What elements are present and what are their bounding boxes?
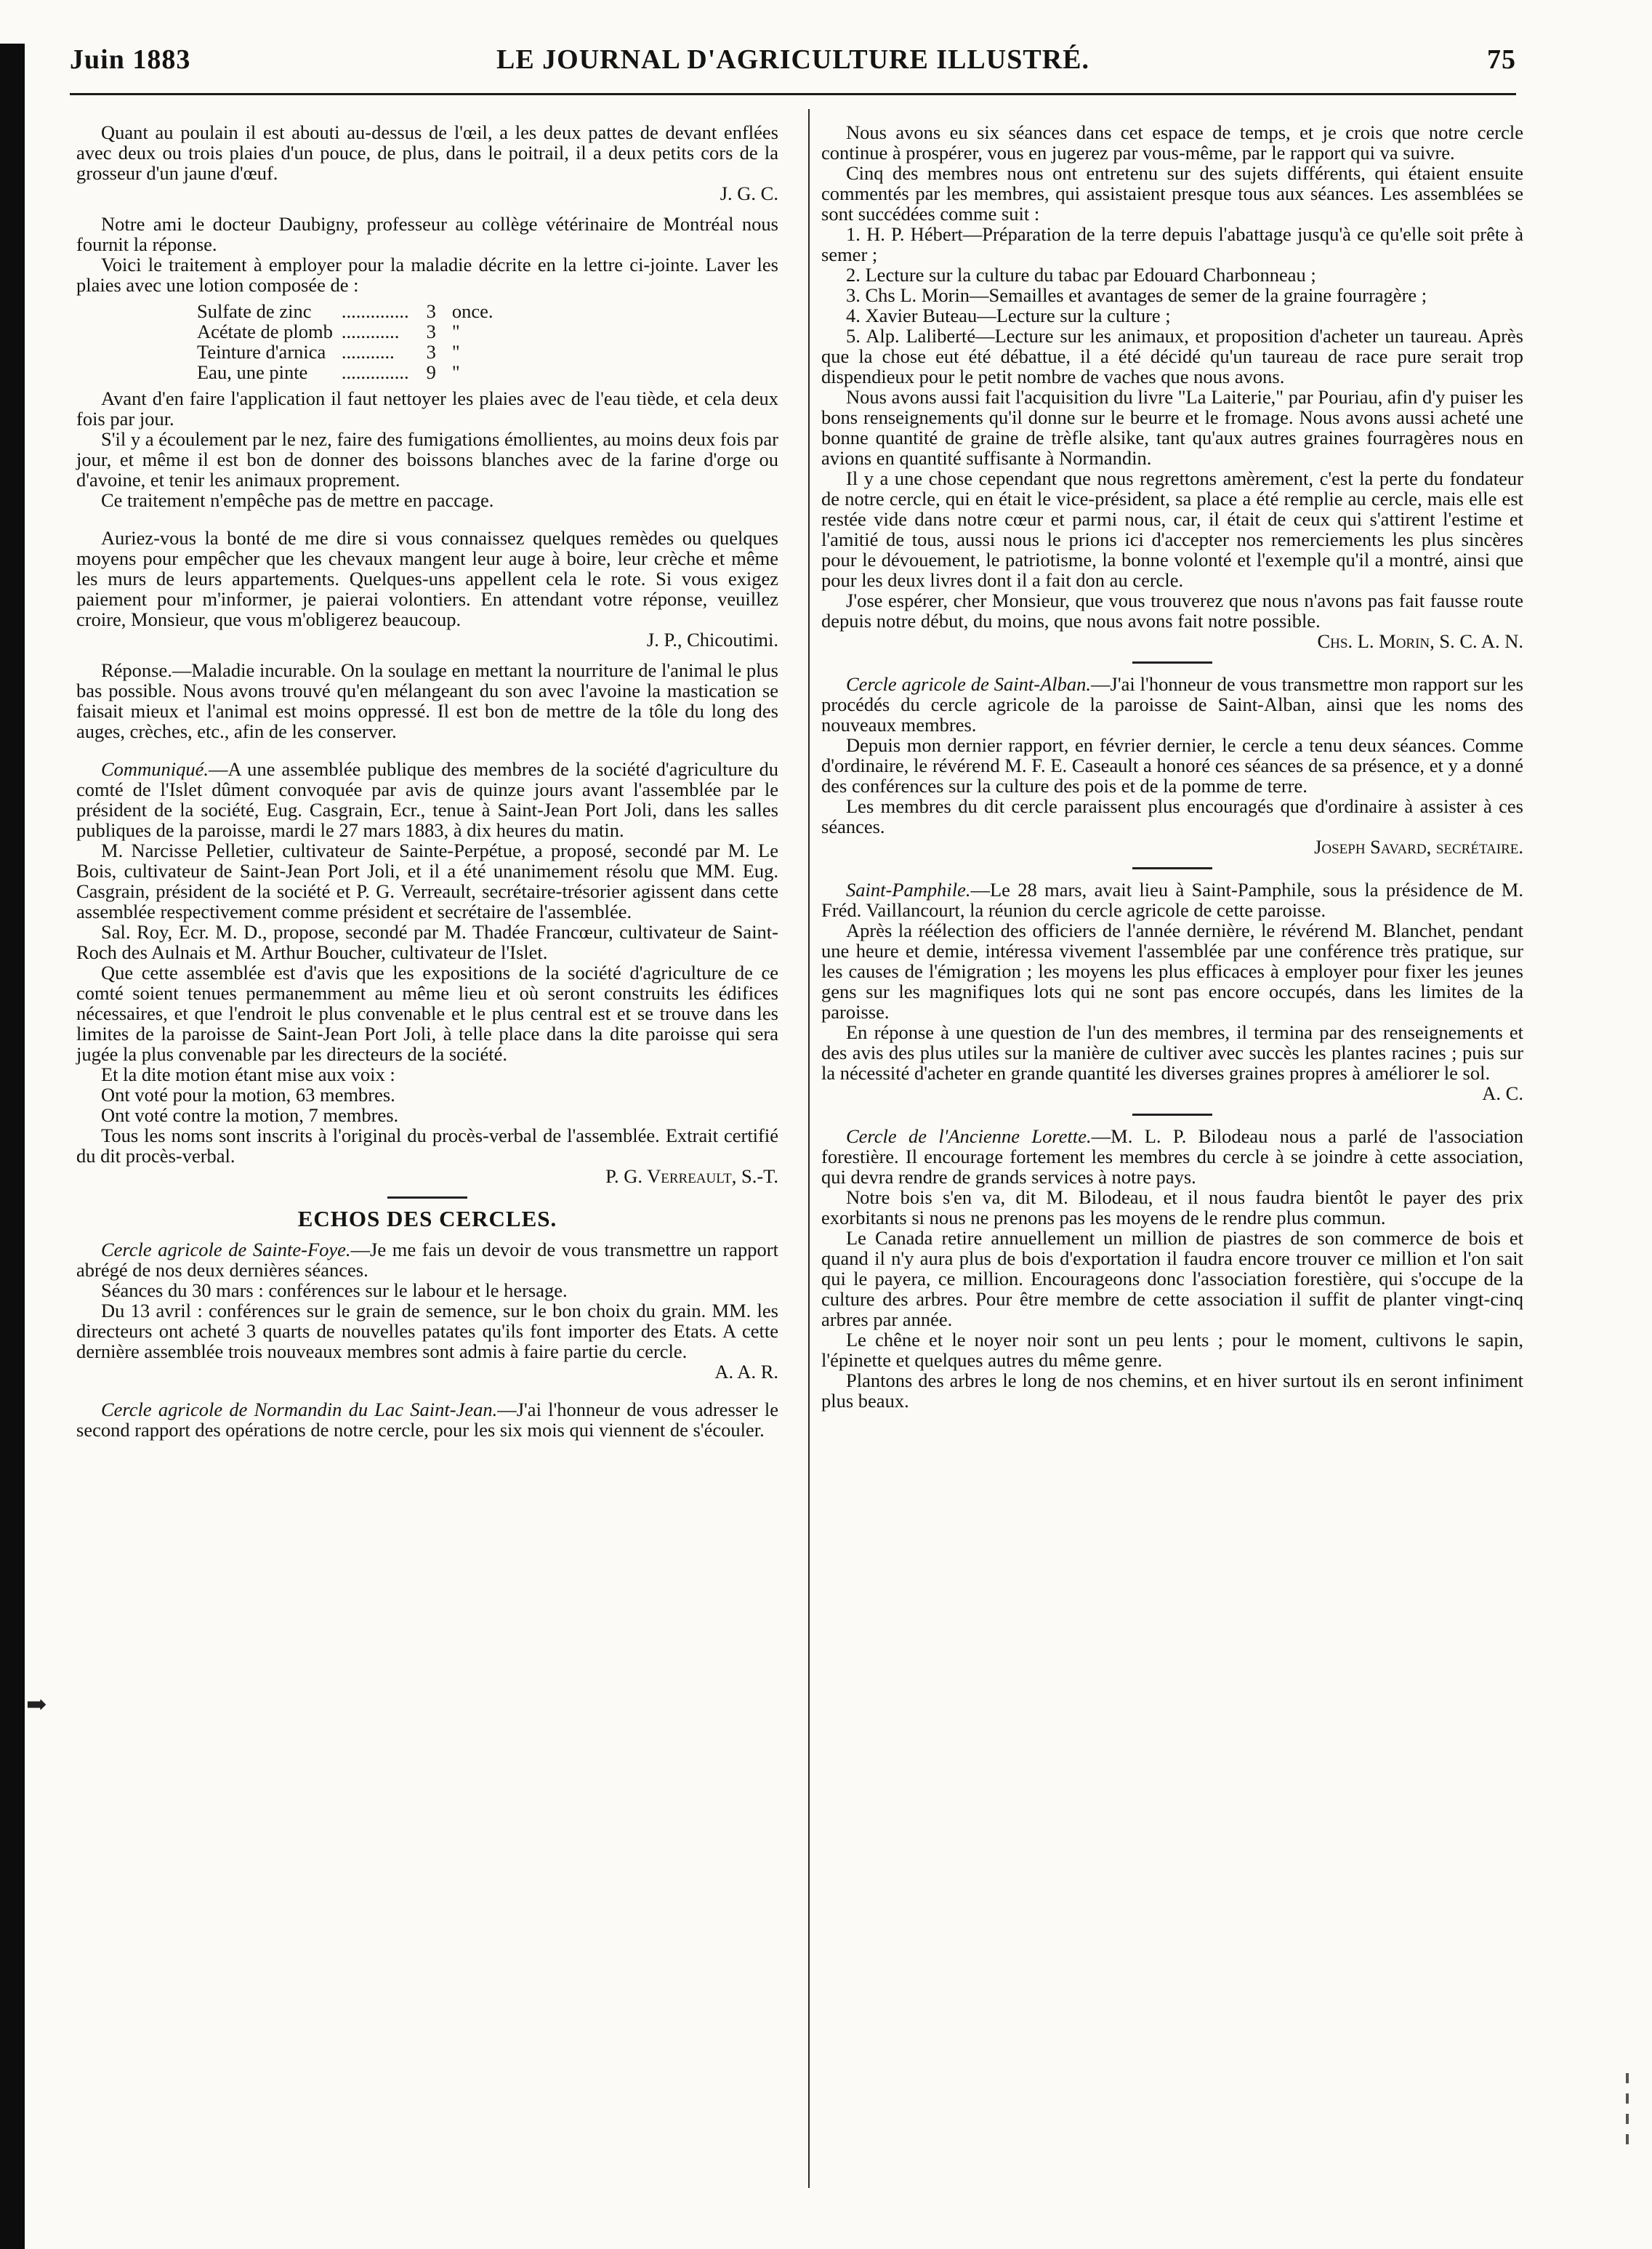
paragraph: Auriez-vous la bonté de me dire si vous connaissez quelques remèdes ou quelques moyens pour empêcher que les chevaux mangent leur auge à boire, leur crèche et même les murs de leurs appartements. Quelques-uns appellent cela le rote. Si vous exigez paiement pour m'informer, je paierai volontiers. En attendant votre réponse, veuillez croire, Monsieur, que vous m'obligerez beaucoup. <box>76 527 778 630</box>
paragraph: Séances du 30 mars : conférences sur le labour et le hersage. <box>101 1279 568 1301</box>
paragraph: Que cette assemblée est d'avis que les expositions de la société d'agriculture de ce comté soient tenues permanemment au même lieu et où seront construits les édifices nécessaires, et que l'endroit le plus convenable et le plus central est et se trouve dans les limites de la paroisse de Saint-Jean Port Joli, à telle place dans la dite paroisse qui sera jugée la plus convenable par les directeurs de la société. <box>76 962 778 1065</box>
paragraph: J'ose espérer, cher Monsieur, que vous trouverez que nous n'avons pas fait fausse route depuis notre début, du moins, que nous avons fait notre possible. <box>821 590 1523 632</box>
paragraph-lead: Cercle agricole de Normandin du Lac Saint-Jean. <box>101 1399 498 1420</box>
list-item: 5. Alp. Laliberté—Lecture sur les animaux, et proposition d'acheter un taureau. Après que la chose eut été débattue, il a été décidé qu'un taureau de race pure serait trop dispendieux pour le petit nombre de vaches que nous avons. <box>821 325 1523 387</box>
list-item: 3. Chs L. Morin—Semailles et avantages de semer de la graine fourragère ; <box>846 284 1427 306</box>
recipe-qty: 3 <box>426 300 436 322</box>
paragraph: Notre ami le docteur Daubigny, professeur au collège vétérinaire de Montréal nous fournit la réponse. <box>76 213 778 255</box>
recipe-dots: .............. <box>341 300 409 322</box>
paragraph-body: —J'ai l'honneur de vous adresser le second rapport des opérations de notre cercle, pour les six mois qui viennent de s'écouler. <box>76 1399 778 1441</box>
scan-margin-marks <box>1623 2063 1632 2216</box>
recipe-item: Acétate de plomb <box>197 321 333 342</box>
recipe-unit: once. <box>451 300 493 322</box>
paragraph: Depuis mon dernier rapport, en février dernier, le cercle a tenu deux séances. Comme d'ordinaire, le révérend M. F. E. Caseault a honoré ces séances de sa présence, et y a donné des conférences sur la culture des pois et de la pomme de terre. <box>821 734 1523 797</box>
paragraph: Nous avons eu six séances dans cet espace de temps, et je crois que notre cercle continue à prospérer, vous en jugerez par vous-même, par le rapport qui va suivre. <box>821 121 1523 164</box>
paragraph: Ont voté pour la motion, 63 membres. <box>101 1084 395 1106</box>
paragraph: Avant d'en faire l'application il faut nettoyer les plaies avec de l'eau tiède, et cela deux fois par jour. <box>76 387 778 430</box>
signature: J. G. C. <box>720 182 778 204</box>
recipe-item: Teinture d'arnica <box>197 341 326 363</box>
recipe-qty: 3 <box>426 321 436 342</box>
recipe-unit: " <box>451 341 460 363</box>
paragraph: Ont voté contre la motion, 7 membres. <box>101 1104 399 1126</box>
recipe-unit: " <box>451 361 460 383</box>
page-header <box>70 44 1516 87</box>
recipe-table <box>193 301 498 382</box>
paragraph: Le chêne et le noyer noir sont un peu lents ; pour le moment, cultivons le sapin, l'épinette et quelques autres du même genre. <box>821 1329 1523 1371</box>
paragraph: Sal. Roy, Ecr. M. D., propose, secondé par M. Thadée Francœur, cultivateur de Saint-Roch des Aulnais et M. Arthur Boucher, cultivateur de l'Islet. <box>76 921 778 963</box>
recipe-row <box>193 301 498 321</box>
signature: J. P., Chicoutimi. <box>646 629 778 651</box>
paragraph: Il y a une chose cependant que nous regrettons amèrement, c'est la perte du fondateur de notre cercle, qui en était le vice-président, sa place a été remplie au cercle, mais elle est restée vide dans notre cœur et parmi nous, car, il était de ceux qui s'attirent l'estime et l'amitié de tous, aussi nous le prions ici d'accepter nos remerciements les plus sincères pour le dévouement, le patriotisme, la bonne volonté et l'exemple qu'il a montré, ainsi que pour les deux livres dont il a fait don au cercle. <box>821 467 1523 591</box>
margin-arrow-icon: ➡ <box>26 1691 47 1718</box>
signature: Chs. L. Morin, S. C. A. N. <box>1317 630 1523 652</box>
paragraph: S'il y a écoulement par le nez, faire des fumigations émollientes, au moins deux fois par jour, et même il est bon de donner des boissons blanches avec de la farine d'orge ou d'avoine, et tenir les animaux proprement. <box>76 428 778 491</box>
list-item: 2. Lecture sur la culture du tabac par Edouard Charbonneau ; <box>846 264 1316 286</box>
header-rule <box>70 93 1516 95</box>
paragraph: Voici le traitement à employer pour la maladie décrite en la lettre ci-jointe. Laver les plaies avec une lotion composée de : <box>76 254 778 296</box>
recipe-dots: ........... <box>341 341 395 363</box>
recipe-row <box>193 342 498 362</box>
paragraph-lead: Cercle agricole de Saint-Alban. <box>846 673 1092 695</box>
list-item: 4. Xavier Buteau—Lecture sur la culture ; <box>846 305 1171 326</box>
paragraph: Notre bois s'en va, dit M. Bilodeau, et il nous faudra bientôt le payer des prix exorbitants si nous ne prenons pas les moyens de le rendre plus commun. <box>821 1186 1523 1228</box>
paragraph-lead: Cercle de l'Ancienne Lorette. <box>846 1125 1092 1147</box>
paragraph-lead: Cercle agricole de Sainte-Foye. <box>101 1239 351 1260</box>
paragraph: Plantons des arbres le long de nos chemins, et en hiver surtout ils en seront infiniment plus beaux. <box>821 1369 1523 1412</box>
paragraph: Cinq des membres nous ont entretenu sur des sujets différents, qui étaient ensuite commentés par les membres, qui assistaient presque tous aux séances. Les assemblées se sont succédées comme suit : <box>821 162 1523 225</box>
recipe-qty: 3 <box>426 341 436 363</box>
paragraph <box>821 880 1523 920</box>
column-separator <box>808 109 810 2188</box>
paragraph: Ce traitement n'empêche pas de mettre en paccage. <box>101 489 494 511</box>
paragraph: Les membres du dit cercle paraissent plus encouragés que d'ordinaire à assister à ces séances. <box>821 795 1523 837</box>
paragraph: Et la dite motion étant mise aux voix : <box>101 1063 395 1085</box>
paragraph: Le Canada retire annuellement un million de piastres de son commerce de bois et quand il n'y aura plus de bois d'exportation il faudra encore trouver ce million et l'on sait qui le payera, ce million. Encourageons donc l'association forestière, qui s'occupe de la culture des arbres. Pour être membre de cette association il suffit de planter vingt-cinq arbres par année. <box>821 1227 1523 1330</box>
paragraph-body: —J'ai l'honneur de vous transmettre mon rapport sur les procédés du cercle agricole de la paroisse de Saint-Alban, ainsi que les noms des nouveaux membres. <box>821 673 1523 736</box>
paragraph: Tous les noms sont inscrits à l'original du procès-verbal de l'assemblée. Extrait certifié du dit procès-verbal. <box>76 1124 778 1167</box>
paragraph <box>821 674 1523 735</box>
header-date: Juin 1883 <box>70 44 191 75</box>
recipe-dots: ............ <box>341 321 400 342</box>
recipe-item: Eau, une pinte <box>197 361 308 383</box>
paragraph: Nous avons aussi fait l'acquisition du livre "La Laiterie," par Pouriau, afin d'y puiser les bons renseignements qu'il donne sur le beurre et le fromage. Nous avons aussi acheté une bonne quantité de graine de trèfle alsike, tant qu'aux autres graines fourragères nous en avions en quantité suffisante à Normandin. <box>821 386 1523 469</box>
section-divider <box>387 1196 467 1199</box>
scan-edge-bar <box>0 44 25 2249</box>
section-divider <box>1132 867 1212 869</box>
paragraph-body: —A une assemblée publique des membres de la société d'agriculture du comté de l'Islet dûment convoquée par avis de quinze jours avant l'assemblée par le président de la société, Eug. Casgrain, Ecr., tenue à Saint-Jean Port Joli, dans les salles publiques de la paroisse, mardi le 27 mars 1883, à dix heures du matin. <box>76 758 778 841</box>
header-title: LE JOURNAL D'AGRICULTURE ILLUSTRÉ. <box>496 44 1089 75</box>
signature: P. G. Verreault, S.-T. <box>605 1165 778 1187</box>
paragraph-lead: Communiqué. <box>101 758 209 780</box>
paragraph-body: —M. L. P. Bilodeau nous a parlé de l'association forestière. Il encourage fortement les membres du cercle à se joindre à cette association, qui devra rendre de grands services à notre pays. <box>821 1125 1523 1188</box>
paragraph: M. Narcisse Pelletier, cultivateur de Sainte-Perpétue, a proposé, secondé par M. Le Bois, cultivateur de Saint-Jean Port Joli, et il a été unanimement résolu que MM. Eug. Casgrain, président de la société et P. G. Verreault, secrétaire-trésorier agissent dans cette assemblée respectivement comme président et secrétaire de l'assemblée. <box>76 840 778 922</box>
paragraph: Quant au poulain il est abouti au-dessus de l'œil, a les deux pattes de devant enflées avec deux ou trois plaies d'un pouce, de plus, dans le poitrail, il a deux petits cors de la grosseur d'un jaune d'œuf. <box>76 121 778 184</box>
signature: Joseph Savard, secrétaire. <box>1314 836 1523 858</box>
right-column <box>821 122 1523 1411</box>
left-column <box>76 122 778 1440</box>
list-item: 1. H. P. Hébert—Préparation de la terre depuis l'abattage jusqu'à ce qu'elle soit prête à semer ; <box>821 223 1523 265</box>
recipe-row <box>193 362 498 382</box>
recipe-unit: " <box>451 321 460 342</box>
recipe-dots: .............. <box>341 361 409 383</box>
section-divider <box>1132 661 1212 664</box>
paragraph <box>76 1399 778 1440</box>
section-title-echos: ECHOS DES CERCLES. <box>297 1206 557 1231</box>
recipe-row <box>193 321 498 342</box>
paragraph: Réponse.—Maladie incurable. On la soulage en mettant la nourriture de l'animal le plus bas possible. Nous avons trouvé qu'en mélangeant du son avec l'avoine la mastication se faisait mieux et l'animal est moins oppressé. Il est bon de mettre de la tôle du long des auges, crèches, etc., afin de les conserver. <box>76 659 778 742</box>
header-page-number: 75 <box>1487 44 1516 75</box>
paragraph-body: —Je me fais un devoir de vous transmettre un rapport abrégé de nos deux dernières séances. <box>76 1239 778 1281</box>
paragraph: Après la réélection des officiers de l'année dernière, le révérend M. Blanchet, pendant une heure et demie, intéressa vivement l'assemblée par une conférence très pratique, sur les causes de l'émigration ; les moyens les plus efficaces à employer pour fixer les jeunes gens sur les magnifiques lots qui ne sont pas encore occupés, dans les limites de la paroisse. <box>821 920 1523 1023</box>
signature: A. C. <box>1482 1082 1523 1104</box>
paragraph <box>76 759 778 840</box>
paragraph <box>76 1239 778 1280</box>
paragraph: Du 13 avril : conférences sur le grain de semence, sur le bon choix du grain. MM. les directeurs ont acheté 3 quarts de nouvelles patates qu'ils font importer des Etats. A cette dernière assemblée trois nouveaux membres sont admis à faire partie du cercle. <box>76 1300 778 1362</box>
recipe-item: Sulfate de zinc <box>197 300 312 322</box>
paragraph: En réponse à une question de l'un des membres, il termina par des renseignements et des avis des plus utiles sur la manière de cultiver avec succès les plantes racines ; puis sur la nécessité d'acheter en grande quantité les diverses graines propres à améliorer le sol. <box>821 1021 1523 1084</box>
recipe-qty: 9 <box>426 361 436 383</box>
paragraph-lead: Saint-Pamphile. <box>846 879 971 901</box>
signature: A. A. R. <box>714 1361 778 1383</box>
paragraph <box>821 1126 1523 1187</box>
paragraph-body: —Le 28 mars, avait lieu à Saint-Pamphile, sous la présidence de M. Fréd. Vaillancourt, la réunion du cercle agricole de cette paroisse. <box>821 879 1523 921</box>
section-divider <box>1132 1114 1212 1116</box>
